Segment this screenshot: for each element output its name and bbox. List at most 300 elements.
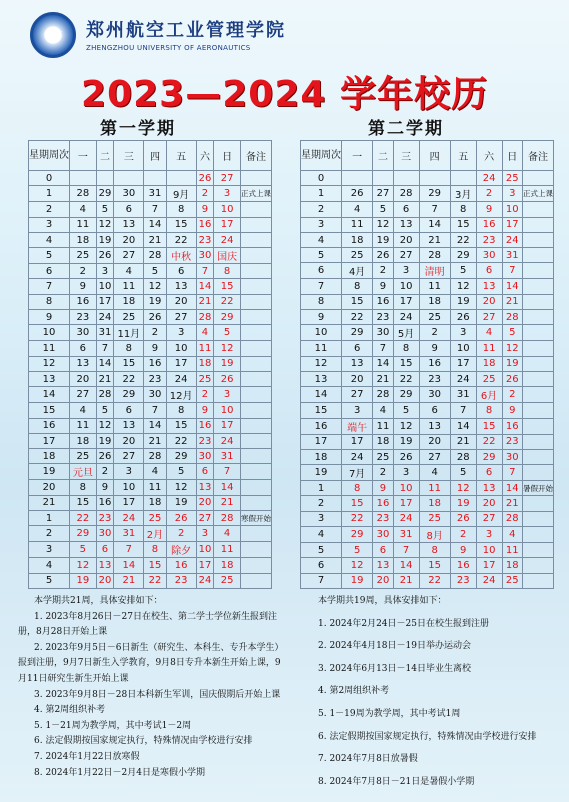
day-cell: 10	[214, 403, 241, 418]
day-cell: 6	[166, 264, 196, 279]
day-cell: 5	[70, 542, 97, 558]
day-cell: 3月	[450, 186, 476, 202]
week-row	[29, 171, 272, 186]
day-cell: 11	[373, 418, 393, 434]
week-number: 4	[301, 232, 342, 247]
note-line: 2. 2024年4月18日－19日举办运动会	[318, 641, 471, 652]
day-cell: 20	[342, 371, 373, 386]
day-cell: 20	[476, 496, 502, 511]
day-cell: 9	[450, 543, 476, 558]
week-row	[29, 202, 272, 217]
week-note	[241, 526, 272, 542]
day-cell: 30	[196, 449, 213, 464]
week-note	[241, 294, 272, 309]
day-cell: 29	[476, 449, 502, 464]
day-cell: 12	[393, 418, 419, 434]
week-row	[29, 433, 272, 448]
week-note	[241, 480, 272, 495]
week-row	[29, 511, 272, 526]
day-cell: 14	[144, 217, 166, 232]
day-cell: 12	[450, 481, 476, 496]
day-cell: 28	[419, 248, 450, 263]
day-cell: 5	[96, 403, 113, 418]
day-cell: 20	[70, 371, 97, 386]
week-note	[523, 434, 554, 449]
day-cell: 8	[144, 542, 166, 558]
day-cell: 7	[144, 403, 166, 418]
day-cell: 30	[96, 526, 113, 542]
week-number: 15	[29, 403, 70, 418]
day-cell: 4	[196, 325, 213, 341]
day-cell: 20	[476, 294, 502, 309]
week-note	[523, 171, 554, 186]
day-cell: 11	[476, 341, 502, 356]
day-cell: 5月	[393, 325, 419, 341]
day-cell: 6	[70, 341, 97, 356]
week-note	[523, 202, 554, 217]
day-cell: 11	[196, 341, 213, 356]
day-cell: 27	[114, 248, 144, 264]
day-cell: 29	[70, 526, 97, 542]
week-number: 12	[29, 356, 70, 371]
day-cell: 21	[502, 294, 522, 309]
semester2-title: 第二学期	[368, 119, 444, 139]
day-cell: 10	[96, 279, 113, 294]
day-cell: 11	[70, 418, 97, 433]
week-note	[241, 310, 272, 325]
week-note	[241, 464, 272, 480]
week-row	[301, 217, 554, 232]
day-cell: 20	[114, 433, 144, 448]
day-cell: 6	[476, 263, 502, 279]
week-row	[301, 263, 554, 279]
week-number: 1	[29, 186, 70, 202]
week-number: 8	[301, 294, 342, 309]
week-number: 7	[301, 279, 342, 294]
day-cell: 29	[166, 449, 196, 464]
day-cell: 13	[70, 356, 97, 371]
day-cell: 17	[450, 356, 476, 371]
day-cell: 7月	[342, 465, 373, 481]
day-cell: 30	[114, 186, 144, 202]
day-cell: 25	[502, 573, 522, 588]
week-row	[29, 526, 272, 542]
day-cell: 14	[96, 356, 113, 371]
day-cell: 10	[393, 279, 419, 294]
day-cell: 18	[196, 356, 213, 371]
week-number: 21	[29, 495, 70, 510]
day-cell: 11	[342, 217, 373, 232]
week-row	[301, 573, 554, 588]
day-cell: 20	[96, 573, 113, 588]
note-line: 1. 2023年8月26日－27日在校生、第二学士学位新生报到注册，8月28日开始上课	[18, 611, 277, 638]
day-cell: 22	[144, 573, 166, 588]
week-note: 寒假开始	[241, 511, 272, 526]
day-cell: 17	[196, 558, 213, 573]
day-cell: 19	[96, 433, 113, 448]
week-note	[241, 279, 272, 294]
day-cell: 4	[70, 403, 97, 418]
note-line: 本学期共19周，具体安排如下：	[318, 596, 447, 606]
day-cell: 2	[502, 387, 522, 403]
week-number: 3	[301, 511, 342, 526]
day-cell: 21	[393, 573, 419, 588]
week-note	[241, 217, 272, 232]
week-row	[301, 511, 554, 526]
week-note: 正式上课	[523, 186, 554, 202]
day-cell: 18	[373, 434, 393, 449]
week-number: 14	[29, 387, 70, 403]
week-note	[523, 387, 554, 403]
day-cell: 30	[70, 325, 97, 341]
day-cell: 30	[373, 325, 393, 341]
week-note	[523, 511, 554, 526]
week-number: 7	[301, 573, 342, 588]
day-cell: 20	[393, 232, 419, 247]
week-number: 5	[29, 248, 70, 264]
day-cell: 14	[502, 481, 522, 496]
day-cell: 19	[502, 356, 522, 371]
day-cell: 18	[419, 294, 450, 309]
week-note	[241, 558, 272, 573]
day-cell: 2	[419, 325, 450, 341]
week-row	[301, 356, 554, 371]
week-row	[301, 202, 554, 217]
week-number: 3	[301, 217, 342, 232]
day-cell: 清明	[419, 263, 450, 279]
day-cell: 24	[393, 511, 419, 526]
day-cell: 8	[70, 480, 97, 495]
day-cell: 16	[144, 356, 166, 371]
day-cell: 23	[373, 310, 393, 325]
day-cell: 4	[373, 403, 393, 418]
university-logo-icon	[30, 12, 76, 58]
day-cell: 29	[114, 387, 144, 403]
day-cell: 12月	[166, 387, 196, 403]
week-note	[241, 248, 272, 264]
day-cell	[450, 171, 476, 186]
week-number: 15	[301, 403, 342, 418]
day-cell: 23	[419, 371, 450, 386]
day-cell: 23	[476, 232, 502, 247]
note-line: 8. 2024年1月22日－2月4日是寒假小学期	[34, 767, 205, 778]
day-cell: 24	[476, 573, 502, 588]
day-cell: 4	[502, 527, 522, 543]
week-row	[301, 496, 554, 511]
day-cell: 10	[166, 341, 196, 356]
week-note	[523, 356, 554, 371]
day-cell: 31	[502, 248, 522, 263]
day-cell: 5	[214, 325, 241, 341]
day-cell	[373, 171, 393, 186]
day-cell: 31	[114, 526, 144, 542]
column-header: 星期周次	[301, 141, 342, 171]
day-cell: 21	[214, 495, 241, 510]
day-cell: 22	[166, 232, 196, 247]
day-cell: 21	[114, 573, 144, 588]
day-cell: 8	[114, 341, 144, 356]
week-number: 5	[29, 573, 70, 588]
day-cell: 15	[114, 356, 144, 371]
day-cell: 27	[214, 171, 241, 186]
day-cell: 29	[450, 248, 476, 263]
week-row	[29, 264, 272, 279]
column-header: 日	[214, 141, 241, 171]
week-row	[301, 186, 554, 202]
day-cell: 21	[419, 232, 450, 247]
day-cell: 中秋	[166, 248, 196, 264]
note-line: 1. 2024年2月24日－25日在校生报到注册	[318, 618, 489, 629]
note-line: 5. 1－21周为教学周，其中考试1－2周	[34, 720, 192, 731]
week-number: 0	[301, 171, 342, 186]
week-row	[29, 310, 272, 325]
day-cell: 9	[373, 481, 393, 496]
week-number: 13	[29, 371, 70, 386]
day-cell: 5	[393, 403, 419, 418]
day-cell: 23	[373, 511, 393, 526]
day-cell: 9	[502, 403, 522, 418]
day-cell: 4	[144, 464, 166, 480]
week-number: 1	[301, 186, 342, 202]
week-note	[523, 217, 554, 232]
day-cell: 17	[214, 418, 241, 433]
week-number: 6	[29, 264, 70, 279]
day-cell: 29	[393, 387, 419, 403]
day-cell: 7	[502, 465, 522, 481]
day-cell: 6	[114, 202, 144, 217]
day-cell: 14	[196, 279, 213, 294]
week-number: 16	[301, 418, 342, 434]
day-cell: 5	[373, 202, 393, 217]
column-header: 备注	[241, 141, 272, 171]
week-number: 4	[29, 232, 70, 247]
day-cell: 14	[373, 356, 393, 371]
day-cell: 13	[96, 558, 113, 573]
week-row	[29, 294, 272, 309]
day-cell: 2	[166, 526, 196, 542]
week-row	[29, 217, 272, 232]
week-row	[301, 310, 554, 325]
day-cell: 10	[196, 542, 213, 558]
week-number: 2	[29, 526, 70, 542]
week-number: 19	[29, 464, 70, 480]
week-note	[523, 325, 554, 341]
day-cell: 8	[214, 264, 241, 279]
day-cell: 8	[166, 202, 196, 217]
day-cell: 24	[114, 511, 144, 526]
day-cell: 20	[196, 495, 213, 510]
day-cell: 18	[476, 356, 502, 371]
week-note	[241, 387, 272, 403]
week-note	[241, 418, 272, 433]
day-cell: 13	[114, 418, 144, 433]
day-cell: 8	[476, 403, 502, 418]
page-title: 2023—2024 学年校历	[81, 74, 488, 115]
week-note	[241, 325, 272, 341]
day-cell: 21	[502, 496, 522, 511]
week-row	[301, 481, 554, 496]
week-note	[241, 356, 272, 371]
day-cell: 2	[70, 264, 97, 279]
note-line: 7. 2024年7月8日放暑假	[318, 754, 418, 765]
day-cell: 11	[144, 480, 166, 495]
column-header: 一	[70, 141, 97, 171]
week-number: 1	[29, 511, 70, 526]
day-cell: 19	[96, 232, 113, 247]
day-cell: 14	[419, 217, 450, 232]
day-cell: 12	[502, 341, 522, 356]
day-cell: 14	[393, 558, 419, 573]
week-note	[523, 573, 554, 588]
week-row	[29, 371, 272, 386]
day-cell: 3	[393, 263, 419, 279]
day-cell: 18	[419, 496, 450, 511]
day-cell: 24	[393, 310, 419, 325]
day-cell: 21	[144, 232, 166, 247]
semester1-notes	[18, 594, 282, 781]
day-cell: 23	[96, 511, 113, 526]
day-cell: 30	[196, 248, 213, 264]
week-number: 20	[29, 480, 70, 495]
note-line: 7. 2024年1月22日放寒假	[34, 751, 140, 762]
day-cell: 15	[166, 418, 196, 433]
day-cell: 17	[342, 434, 373, 449]
day-cell: 7	[196, 264, 213, 279]
day-cell: 24	[342, 449, 373, 464]
week-number: 19	[301, 465, 342, 481]
day-cell: 15	[342, 496, 373, 511]
day-cell: 9月	[166, 186, 196, 202]
week-note	[523, 248, 554, 263]
day-cell	[96, 171, 113, 186]
day-cell: 26	[96, 449, 113, 464]
day-cell: 22	[393, 371, 419, 386]
day-cell: 11	[419, 279, 450, 294]
day-cell: 23	[70, 310, 97, 325]
day-cell: 22	[342, 511, 373, 526]
day-cell: 25	[70, 248, 97, 264]
day-cell: 24	[214, 433, 241, 448]
day-cell: 22	[419, 573, 450, 588]
week-note	[523, 465, 554, 481]
day-cell: 7	[96, 341, 113, 356]
day-cell: 9	[476, 202, 502, 217]
day-cell: 29	[96, 186, 113, 202]
day-cell: 5	[96, 202, 113, 217]
day-cell: 2	[476, 186, 502, 202]
day-cell: 28	[214, 511, 241, 526]
day-cell: 16	[476, 217, 502, 232]
day-cell: 15	[476, 418, 502, 434]
day-cell: 7	[393, 543, 419, 558]
day-cell: 18	[502, 558, 522, 573]
week-number: 0	[29, 171, 70, 186]
day-cell: 19	[450, 496, 476, 511]
day-cell: 20	[114, 232, 144, 247]
day-cell: 3	[502, 186, 522, 202]
day-cell: 31	[144, 186, 166, 202]
semester2-calendar	[300, 140, 554, 589]
day-cell: 21	[450, 434, 476, 449]
day-cell: 11	[114, 279, 144, 294]
week-row	[29, 248, 272, 264]
week-number: 16	[29, 418, 70, 433]
day-cell: 19	[373, 232, 393, 247]
week-note	[241, 573, 272, 588]
day-cell: 25	[419, 310, 450, 325]
week-row	[301, 543, 554, 558]
day-cell: 22	[450, 232, 476, 247]
day-cell: 4	[214, 526, 241, 542]
day-cell: 16	[166, 558, 196, 573]
week-number: 18	[301, 449, 342, 464]
day-cell: 22	[476, 434, 502, 449]
week-row	[301, 341, 554, 356]
day-cell: 2	[96, 464, 113, 480]
day-cell: 11	[502, 543, 522, 558]
day-cell: 3	[450, 325, 476, 341]
week-row	[301, 465, 554, 481]
week-number: 17	[301, 434, 342, 449]
week-note	[241, 232, 272, 247]
week-note	[241, 403, 272, 418]
week-number: 1	[301, 481, 342, 496]
day-cell: 3	[393, 465, 419, 481]
day-cell: 18	[214, 558, 241, 573]
day-cell: 31	[393, 527, 419, 543]
week-note	[523, 418, 554, 434]
week-number: 10	[29, 325, 70, 341]
day-cell: 31	[214, 449, 241, 464]
day-cell: 6	[114, 403, 144, 418]
day-cell: 19	[144, 294, 166, 309]
week-note	[523, 449, 554, 464]
day-cell: 除夕	[166, 542, 196, 558]
day-cell: 6	[342, 341, 373, 356]
week-row	[301, 371, 554, 386]
week-row	[29, 542, 272, 558]
day-cell: 16	[450, 558, 476, 573]
day-cell: 31	[450, 387, 476, 403]
column-header: 四	[419, 141, 450, 171]
day-cell: 20	[373, 573, 393, 588]
week-row	[29, 325, 272, 341]
day-cell: 28	[144, 248, 166, 264]
day-cell: 16	[419, 356, 450, 371]
week-note	[523, 294, 554, 309]
day-cell: 11	[419, 481, 450, 496]
day-cell: 23	[196, 433, 213, 448]
day-cell: 2	[144, 325, 166, 341]
day-cell: 26	[96, 248, 113, 264]
day-cell: 27	[476, 511, 502, 526]
day-cell: 27	[476, 310, 502, 325]
week-number: 9	[29, 310, 70, 325]
day-cell: 10	[502, 202, 522, 217]
day-cell: 4	[342, 202, 373, 217]
day-cell: 14	[450, 418, 476, 434]
day-cell: 13	[114, 217, 144, 232]
university-name-cn: 郑州航空工业管理学院	[86, 20, 286, 41]
week-row	[301, 558, 554, 573]
day-cell	[393, 171, 419, 186]
day-cell: 21	[373, 371, 393, 386]
day-cell	[419, 171, 450, 186]
week-number: 3	[29, 542, 70, 558]
day-cell: 6	[476, 465, 502, 481]
day-cell: 17	[166, 356, 196, 371]
day-cell: 10	[476, 543, 502, 558]
